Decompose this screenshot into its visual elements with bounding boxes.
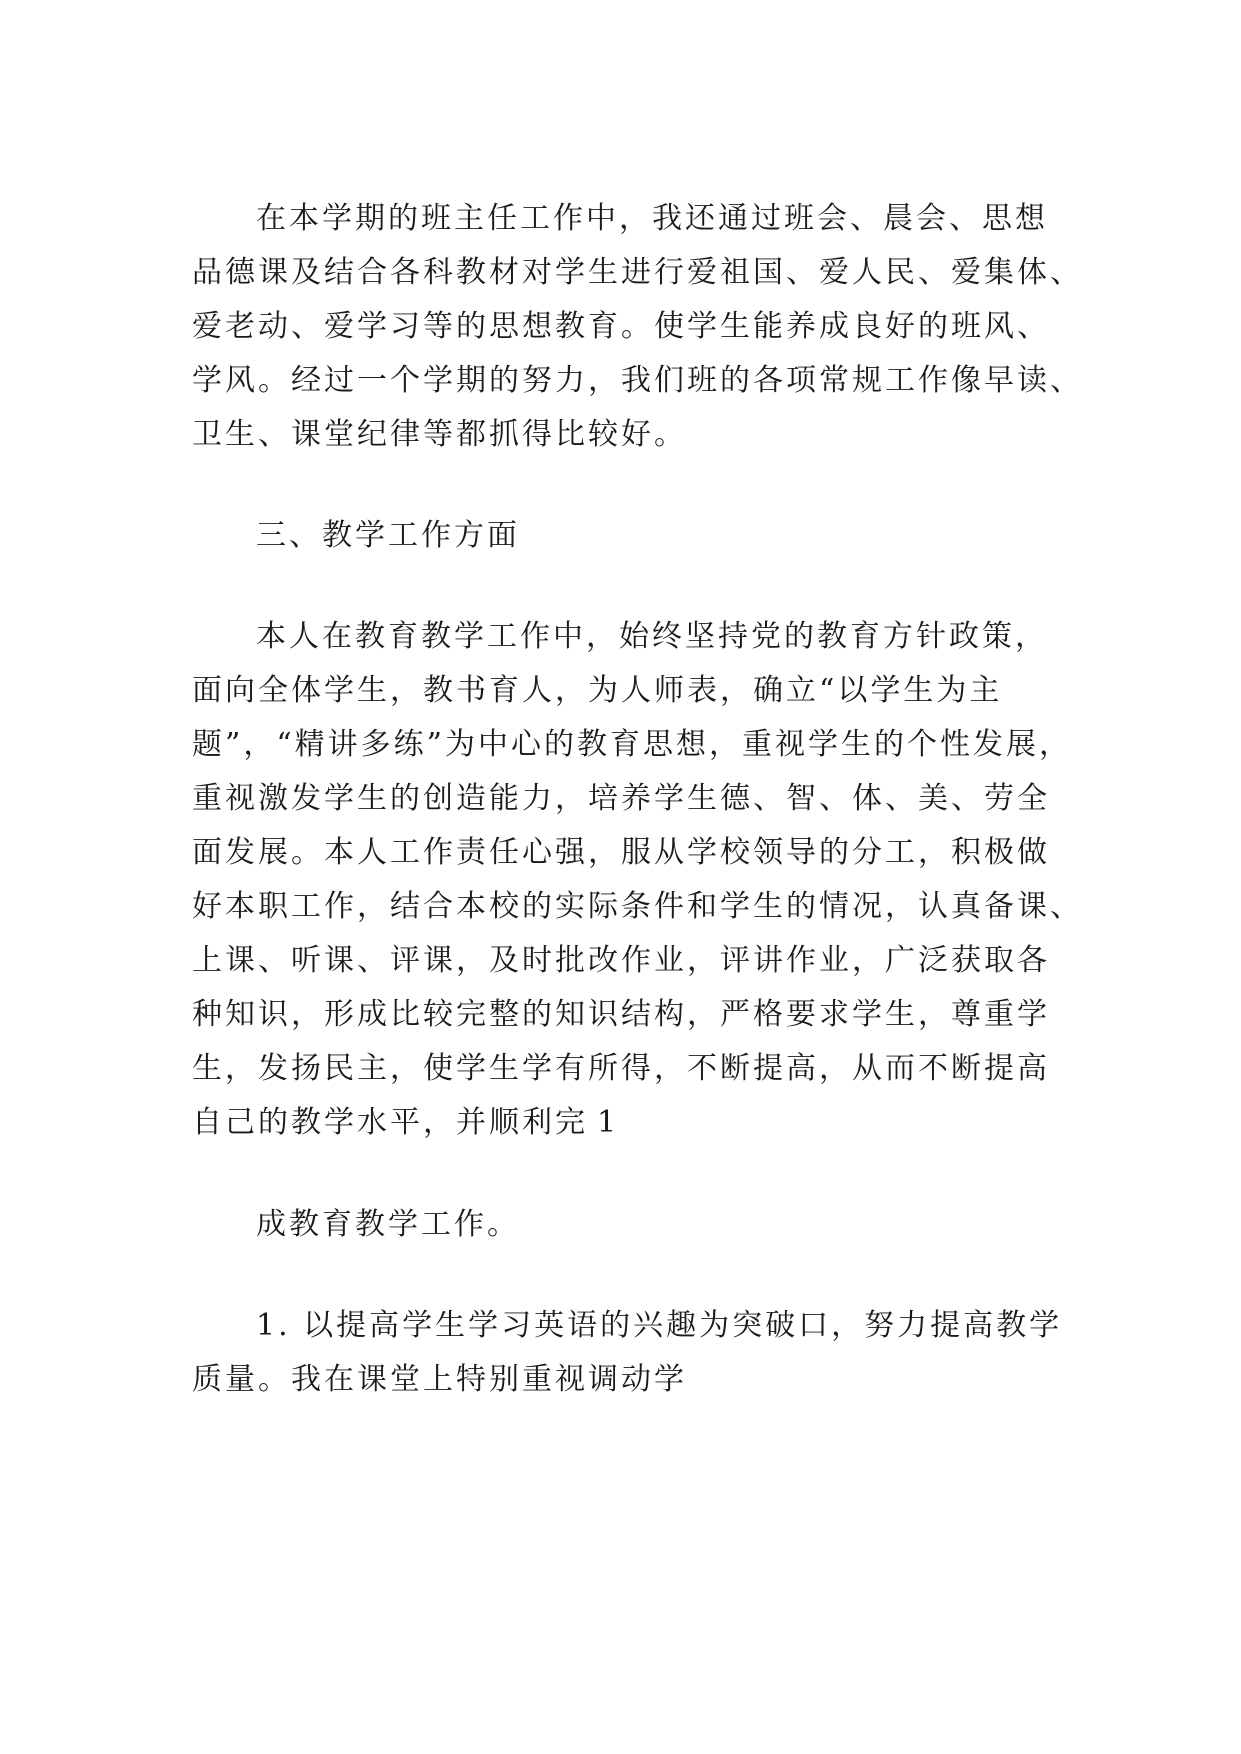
paragraph-line: 1. 以提高学生学习英语的兴趣为突破口，努力提高教学 [256,1308,1063,1343]
paragraph-line: 本人在教育教学工作中，始终坚持党的教育方针政策， [256,619,1048,654]
page-number: 1 [597,1105,617,1140]
paragraph-line: 学风。经过一个学期的努力，我们班的各项常规工作像早读、 [192,363,1083,398]
paragraph-line: 重视激发学生的创造能力，培养学生德、智、体、美、劳全 [192,781,1050,816]
paragraph-line: 上课、听课、评课，及时批改作业，评讲作业，广泛获取各 [192,943,1050,978]
paragraph-line: 种知识，形成比较完整的知识结构，严格要求学生，尊重学 [192,997,1050,1032]
paragraph-line: 面向全体学生，教书育人，为人师表，确立“以学生为主 [192,673,1003,708]
paragraph-line: 卫生、课堂纪律等都抓得比较好。 [192,417,687,452]
paragraph-line: 好本职工作，结合本校的实际条件和学生的情况，认真备课、 [192,889,1083,924]
paragraph-line: 成教育教学工作。 [256,1207,520,1242]
paragraph-line: 面发展。本人工作责任心强，服从学校领导的分工，积极做 [192,835,1050,870]
paragraph-line: 在本学期的班主任工作中，我还通过班会、晨会、思想 [256,201,1048,236]
paragraph-line: 质量。我在课堂上特别重视调动学 [192,1362,687,1397]
paragraph-line: 爱老动、爱学习等的思想教育。使学生能养成良好的班风、 [192,309,1050,344]
paragraph-line: 生，发扬民主，使学生学有所得，不断提高，从而不断提高 [192,1051,1050,1086]
section-heading: 三、教学工作方面 [256,518,520,553]
paragraph-line: 品德课及结合各科教材对学生进行爱祖国、爱人民、爱集体、 [192,255,1083,290]
paragraph-line: 题”，“精讲多练”为中心的教育思想，重视学生的个性发展， [192,727,1073,762]
paragraph-line: 自己的教学水平，并顺利完 [192,1105,588,1140]
